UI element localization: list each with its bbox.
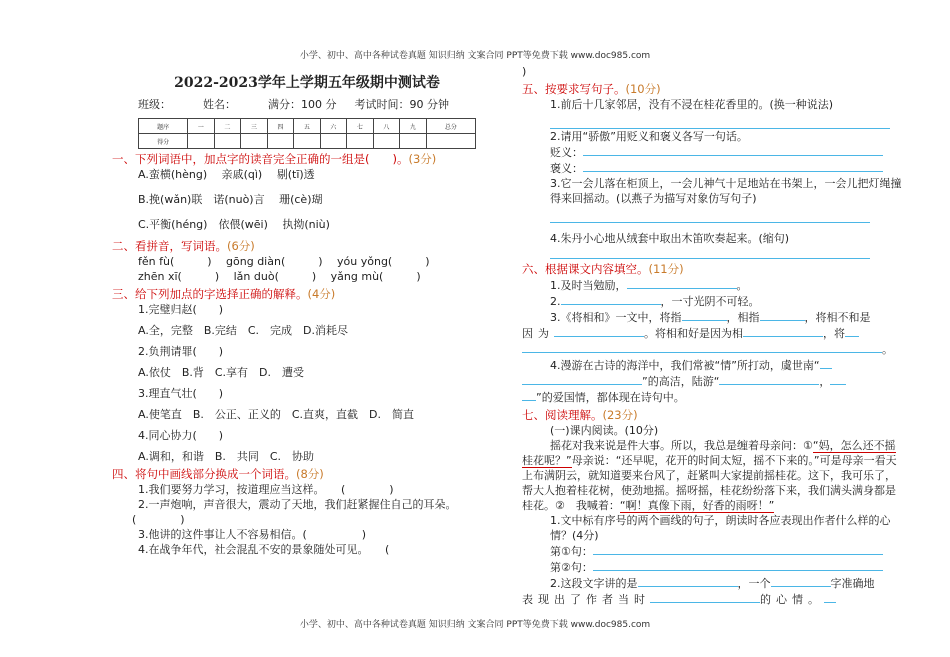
fill-text: ，将 bbox=[823, 327, 845, 340]
table-cell: 八 bbox=[373, 119, 400, 134]
section-points: (4分) bbox=[307, 287, 336, 301]
label-text: 第②句： bbox=[550, 561, 593, 574]
passage-text: 母亲说：“还早呢，花开的时间太短，摇不下来的。”可是母亲一看天上布满阴云，就知道要来台风了，赶紧叫大家提前摇桂花。这下，我可乐了，帮大人抱着桂花树，使劲地摇。摇呀摇，桂花纷纷落下来，我们满头满身都是桂花。② 我喊着： bbox=[522, 454, 897, 512]
table-cell: 七 bbox=[347, 119, 374, 134]
fill-item bbox=[522, 591, 902, 607]
name-label: 姓名： bbox=[203, 98, 236, 111]
header-banner: 小学、初中、高中各种试卷真题 知识归纳 文案合同 PPT等免费下载 www.doc985.com bbox=[299, 51, 651, 61]
table-cell: 一 bbox=[188, 119, 215, 134]
question-item: B.挽(wǎn)联 诺(nuò)言 珊(cè)瑚 bbox=[138, 193, 323, 206]
section-title-text: 六、根据课文内容填空。 bbox=[522, 262, 649, 276]
question-item: 3.它一会儿落在柜顶上，一会儿神气十足地站在书架上，一会儿把灯绳撞得来回摇动。(以燕子为描写对象仿写句子) bbox=[550, 177, 902, 205]
fill-item bbox=[522, 389, 902, 405]
fill-text: ，将相不和是 bbox=[804, 311, 871, 324]
section-points: (3分) bbox=[408, 152, 437, 166]
section-6-title bbox=[522, 261, 902, 277]
answer-row bbox=[550, 559, 902, 575]
fill-text: ，一个 bbox=[737, 577, 771, 590]
question-option: A.依仗 B.背 C.享有 D. 遭受 bbox=[138, 366, 305, 379]
fill-text: 2.这段文字讲的是 bbox=[550, 577, 638, 590]
table-cell: 六 bbox=[320, 119, 347, 134]
question-item: A.蛮横(hèng) 亲戚(qì) 剔(tī)透 bbox=[138, 168, 315, 181]
answer-line[interactable] bbox=[593, 559, 883, 571]
fill-text: ，相指 bbox=[726, 311, 760, 324]
answer-blank[interactable] bbox=[650, 591, 760, 603]
fill-text: 3.《将相和》一文中，将指 bbox=[550, 311, 682, 324]
underlined-sentence-1: “妈，怎么还不摇桂花呢？” bbox=[522, 439, 896, 467]
score-cell[interactable] bbox=[426, 134, 475, 149]
question-item: 2.负荆请罪( ) bbox=[138, 345, 224, 358]
question-item: 4.朱丹小心地从绒套中取出木笛吹奏起来。(缩句) bbox=[550, 232, 790, 245]
section-1-title bbox=[112, 151, 502, 167]
footer-banner: 小学、初中、高中各种试卷真题 知识归纳 文案合同 PPT等免费下载 www.doc985.com bbox=[299, 620, 651, 630]
question-item: 2.请用“骄傲”用贬义和褒义各写一句话。 bbox=[550, 130, 748, 143]
answer-line[interactable] bbox=[550, 214, 870, 223]
answer-blank[interactable] bbox=[820, 357, 832, 369]
table-cell: 二 bbox=[214, 119, 241, 134]
section-title-text: 一、下列词语中，加点字的读音完全正确的一组是( )。 bbox=[112, 152, 409, 166]
fill-item bbox=[550, 575, 902, 591]
answer-blank[interactable] bbox=[760, 309, 805, 321]
fill-text: 因为 bbox=[522, 327, 554, 340]
fill-item bbox=[550, 357, 902, 373]
answer-blank[interactable] bbox=[719, 373, 819, 385]
question-option: A.调和，和谐 B. 共同 C. 协助 bbox=[138, 450, 315, 463]
answer-blank[interactable] bbox=[522, 341, 882, 353]
section-2-title bbox=[112, 238, 502, 254]
table-cell: 题序 bbox=[139, 119, 188, 134]
section-points: (23分) bbox=[602, 408, 638, 422]
fill-text: ”的爱国情，都体现在诗句中。 bbox=[536, 391, 685, 404]
answer-line[interactable] bbox=[550, 252, 870, 259]
section-points: (11分) bbox=[648, 262, 684, 276]
right-column bbox=[522, 64, 902, 607]
score-cell[interactable] bbox=[373, 134, 400, 149]
answer-blank[interactable] bbox=[627, 277, 737, 289]
section-title-text: 三、给下列加点的字选择正确的解释。 bbox=[112, 287, 308, 301]
section-points: (10分) bbox=[625, 82, 661, 96]
label-text: 第①句： bbox=[550, 545, 593, 558]
question-item: C.平衡(héng) 依偎(wēi) 执拗(niù) bbox=[138, 218, 330, 231]
question-item: 4.同心协力( ) bbox=[138, 429, 224, 442]
answer-line[interactable] bbox=[550, 118, 890, 129]
commendatory-label bbox=[550, 160, 902, 176]
fill-item bbox=[550, 309, 902, 325]
underlined-sentence-2: “啊！真像下雨，好香的雨呀！” bbox=[619, 499, 775, 512]
table-cell: 四 bbox=[267, 119, 294, 134]
score-cell[interactable] bbox=[294, 134, 321, 149]
reading-passage bbox=[522, 438, 902, 513]
score-table-header-row bbox=[139, 119, 476, 134]
label-text: 褒义： bbox=[550, 162, 583, 175]
score-cell[interactable] bbox=[320, 134, 347, 149]
fill-text: 字准确地 bbox=[830, 577, 875, 590]
section-title-text: 二、看拼音，写词语。 bbox=[112, 239, 227, 253]
answer-blank[interactable] bbox=[554, 325, 644, 337]
score-cell[interactable] bbox=[214, 134, 241, 149]
answer-line[interactable] bbox=[583, 144, 883, 156]
question-item: 3.他讲的这件事让人不容易相信。( ) bbox=[138, 528, 367, 541]
question-item: 1.前后十几家邻居，没有不浸在桂花香里的。(换一种说法) bbox=[550, 98, 834, 111]
fill-item: ”的高洁，陆游“ ， bbox=[522, 373, 902, 389]
answer-parens: ( ) bbox=[132, 513, 185, 526]
score-table bbox=[138, 118, 476, 149]
answer-blank[interactable] bbox=[561, 293, 661, 305]
answer-blank[interactable] bbox=[845, 325, 859, 337]
table-cell: 五 bbox=[294, 119, 321, 134]
section-4-title bbox=[112, 466, 502, 482]
fill-text: ”的高洁，陆游“ bbox=[642, 375, 720, 388]
question-option: A.全，完整 B.完结 C. 完成 D.消耗尽 bbox=[138, 324, 349, 337]
question-item: 3.理直气壮( ) bbox=[138, 387, 224, 400]
section-title-text: 四、将句中画线部分换成一个词语。 bbox=[112, 467, 296, 481]
question-item: 1.完璧归赵( ) bbox=[138, 303, 224, 316]
fill-item bbox=[522, 325, 902, 341]
answer-line[interactable] bbox=[593, 543, 883, 555]
score-cell[interactable] bbox=[267, 134, 294, 149]
score-cell[interactable] bbox=[400, 134, 427, 149]
fill-item bbox=[522, 341, 902, 357]
fill-item: 2. ，一寸光阴不可轻。 bbox=[550, 295, 760, 308]
score-cell[interactable] bbox=[241, 134, 268, 149]
score-cell[interactable] bbox=[347, 134, 374, 149]
table-cell: 总分 bbox=[426, 119, 475, 134]
answer-blank[interactable] bbox=[522, 389, 536, 401]
class-label: 班级： bbox=[138, 98, 171, 111]
passage-text: 摇花对我来说是件大事。所以，我总是缠着母亲问：① bbox=[550, 439, 813, 452]
answer-blank[interactable] bbox=[638, 575, 738, 587]
sub-section-title: (一)课内阅读。(10分) bbox=[550, 424, 659, 437]
section-5-title bbox=[522, 81, 902, 97]
section-title-text: 七、阅读理解。 bbox=[522, 408, 603, 422]
section-7-title bbox=[522, 407, 902, 423]
section-points: (6分) bbox=[227, 239, 255, 253]
answer-blank[interactable] bbox=[830, 373, 846, 385]
question-item: 1.文中标有序号的两个画线的句子，朗读时各应表现出作者什么样的心情？(4分) bbox=[550, 514, 891, 542]
fill-text: ，一寸光阴不可轻。 bbox=[660, 295, 760, 308]
label-text: 贬义： bbox=[550, 146, 583, 159]
answer-blank[interactable] bbox=[682, 309, 727, 321]
left-column bbox=[112, 66, 502, 557]
pinyin-line: fěn fù( ) gōng diàn( ) yóu yǒng( ) bbox=[138, 255, 430, 268]
fill-text: 的心情。 bbox=[760, 593, 824, 606]
fill-text: 4.漫游在古诗的海洋中，我们常被“情”所打动，虞世南“ bbox=[550, 359, 820, 372]
question-item: 1.我们要努力学习，按道理应当这样。 ( ) bbox=[138, 483, 394, 496]
section-title-text: 五、按要求写句子。 bbox=[522, 82, 626, 96]
table-cell: 三 bbox=[241, 119, 268, 134]
exam-time: 考试时间：90 分钟 bbox=[354, 98, 449, 111]
question-option: A.使笔直 B. 公正、正义的 C.直爽，直截 D. 简直 bbox=[138, 408, 415, 421]
table-cell: 九 bbox=[400, 119, 427, 134]
section-points: (8分) bbox=[296, 467, 324, 481]
answer-blank[interactable] bbox=[824, 591, 836, 603]
answer-blank[interactable] bbox=[743, 325, 823, 337]
answer-blank[interactable] bbox=[522, 373, 642, 385]
answer-row bbox=[550, 543, 902, 559]
full-score: 满分：100 分 bbox=[268, 98, 337, 111]
page-title: 2022-2023学年上学期五年级期中测试卷 bbox=[174, 75, 440, 91]
student-info bbox=[138, 96, 502, 112]
pinyin-line: zhēn xī( ) lǎn duò( ) yǎng mù( ) bbox=[138, 270, 421, 283]
answer-blank[interactable] bbox=[771, 575, 831, 587]
fill-text: 。 bbox=[882, 343, 893, 356]
fill-item bbox=[550, 277, 902, 293]
table-cell: 得分 bbox=[139, 134, 188, 149]
fill-text: 。 bbox=[736, 279, 748, 292]
fill-text: 1.及时当勉励， bbox=[550, 279, 627, 292]
question-item: 4.在战争年代，社会混乱不安的景象随处可见。 ( bbox=[138, 543, 390, 556]
derogatory-label bbox=[550, 144, 902, 160]
answer-line[interactable] bbox=[583, 160, 883, 172]
question-item: 2.一声炮响，声音很大，震动了天地，我们赶紧握住自己的耳朵。 bbox=[138, 498, 457, 511]
score-table-score-row bbox=[139, 134, 476, 149]
score-cell[interactable] bbox=[188, 134, 215, 149]
answer-parens-close: ) bbox=[522, 65, 527, 78]
section-3-title bbox=[112, 286, 502, 302]
fill-text: 。将相和好是因为相 bbox=[644, 327, 743, 340]
fill-text: 表现出了作者当时 bbox=[522, 593, 650, 606]
